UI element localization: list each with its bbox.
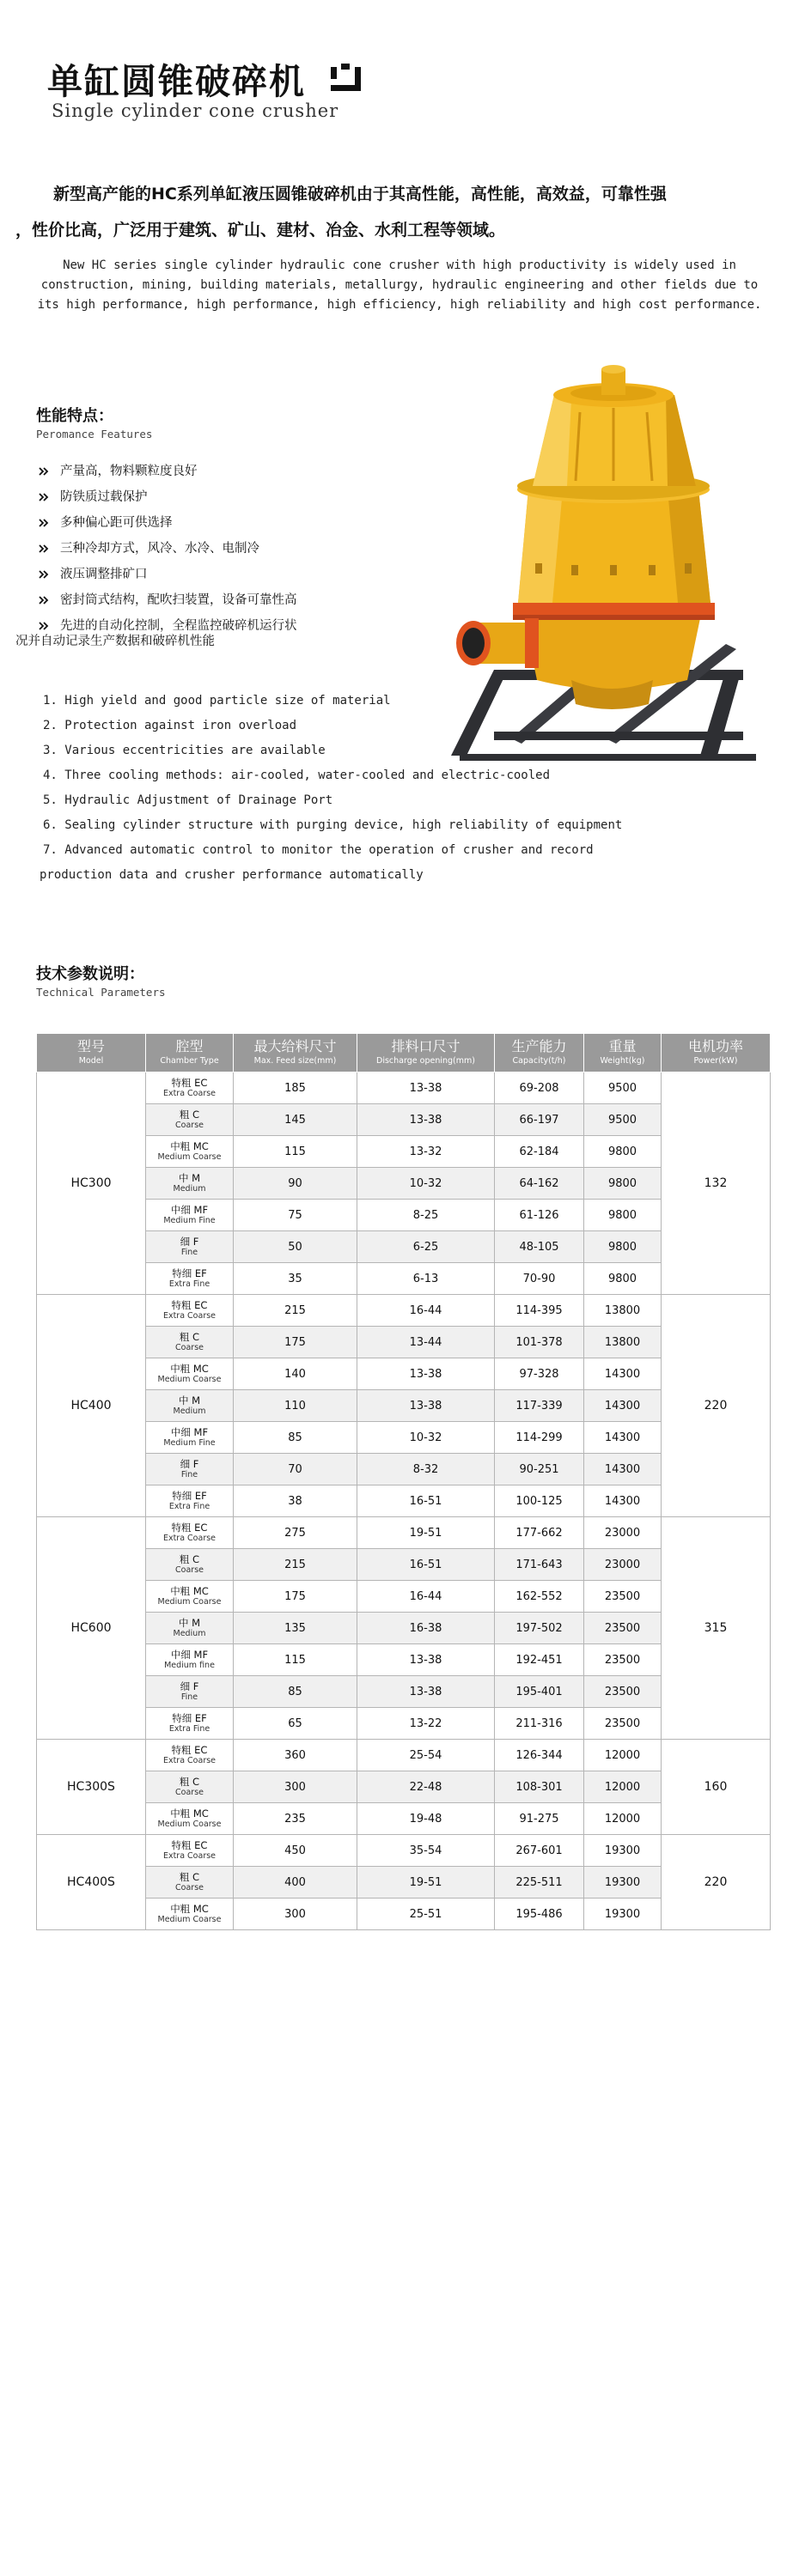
weight-cell: 14300 <box>584 1390 662 1422</box>
chamber-type-cell <box>146 1200 234 1231</box>
double-chevron-right-icon <box>38 465 50 477</box>
feed-size-cell: 85 <box>234 1676 357 1708</box>
chamber-type-cell <box>146 1295 234 1327</box>
weight-cell: 23500 <box>584 1581 662 1613</box>
chamber-type-cn: 中 M <box>178 1617 201 1629</box>
chamber-type-en: Medium <box>173 1184 206 1194</box>
column-header <box>357 1034 495 1072</box>
feed-size-cell: 300 <box>234 1771 357 1803</box>
chamber-type-en: Extra Coarse <box>162 1534 217 1543</box>
table-row <box>37 1200 771 1231</box>
chamber-type-cell <box>146 1136 234 1168</box>
capacity-cell: 91-275 <box>495 1803 584 1835</box>
intro-cn-line: ，性价比高，广泛用于建筑、矿山、建材、冶金、水利工程等领域。 <box>15 221 506 240</box>
feature-item-en: 3. Various eccentricities are available <box>43 744 326 757</box>
weight-cell: 9500 <box>584 1104 662 1136</box>
feature-item-en: 1. High yield and good particle size of material <box>43 694 391 708</box>
discharge-cell: 6-13 <box>357 1263 495 1295</box>
weight-cell: 23500 <box>584 1644 662 1676</box>
capacity-cell: 69-208 <box>495 1072 584 1104</box>
double-chevron-right-icon <box>38 543 50 555</box>
table-row <box>37 1295 771 1327</box>
discharge-cell: 19-48 <box>357 1803 495 1835</box>
chamber-type-cell <box>146 1835 234 1867</box>
table-row <box>37 1136 771 1168</box>
feed-size-cell: 175 <box>234 1581 357 1613</box>
chamber-type-cell <box>146 1899 234 1930</box>
feature-item-cn <box>38 567 416 582</box>
weight-cell: 9800 <box>584 1263 662 1295</box>
discharge-cell: 19-51 <box>357 1517 495 1549</box>
capacity-cell: 114-395 <box>495 1295 584 1327</box>
weight-cell: 12000 <box>584 1771 662 1803</box>
chamber-type-en: Extra Coarse <box>162 1089 217 1098</box>
chamber-type-en: Coarse <box>175 1121 204 1130</box>
chamber-type-cell <box>146 1803 234 1835</box>
feed-size-cell: 135 <box>234 1613 357 1644</box>
chamber-type-cn: 特粗 EC <box>171 1077 208 1089</box>
table-row <box>37 1327 771 1358</box>
chamber-type-en: Extra Coarse <box>162 1311 217 1321</box>
feed-size-cell: 110 <box>234 1390 357 1422</box>
discharge-cell: 16-51 <box>357 1485 495 1517</box>
discharge-cell: 25-51 <box>357 1899 495 1930</box>
discharge-cell: 10-32 <box>357 1168 495 1200</box>
capacity-cell: 48-105 <box>495 1231 584 1263</box>
feed-size-cell: 145 <box>234 1104 357 1136</box>
discharge-cell: 13-38 <box>357 1390 495 1422</box>
column-header <box>234 1034 357 1072</box>
discharge-cell: 13-38 <box>357 1644 495 1676</box>
weight-cell: 13800 <box>584 1295 662 1327</box>
feed-size-cell: 115 <box>234 1136 357 1168</box>
capacity-cell: 97-328 <box>495 1358 584 1390</box>
feature-item-cn <box>38 464 416 479</box>
capacity-cell: 90-251 <box>495 1454 584 1485</box>
power-cell: 160 <box>662 1740 771 1835</box>
column-header-cn: 型号 <box>76 1038 105 1054</box>
chamber-type-cn: 中细 MF <box>170 1204 209 1216</box>
chamber-type-cell <box>146 1358 234 1390</box>
table-row <box>37 1644 771 1676</box>
capacity-cell: 211-316 <box>495 1708 584 1740</box>
table-row <box>37 1072 771 1104</box>
feature-item-cn <box>38 592 416 608</box>
chamber-type-en: Extra Coarse <box>162 1756 217 1765</box>
column-header-en: Chamber Type <box>160 1056 219 1066</box>
chamber-type-cn: 中粗 MC <box>170 1363 209 1375</box>
table-row <box>37 1263 771 1295</box>
discharge-cell: 13-44 <box>357 1327 495 1358</box>
column-header-cn: 排料口尺寸 <box>391 1038 460 1054</box>
chamber-type-cn: 粗 C <box>179 1871 200 1883</box>
capacity-cell: 177-662 <box>495 1517 584 1549</box>
feed-size-cell: 215 <box>234 1549 357 1581</box>
chamber-type-cell <box>146 1485 234 1517</box>
weight-cell: 9800 <box>584 1136 662 1168</box>
chamber-type-cell <box>146 1644 234 1676</box>
feed-size-cell: 400 <box>234 1867 357 1899</box>
weight-cell: 14300 <box>584 1422 662 1454</box>
chamber-type-cn: 细 F <box>180 1236 199 1248</box>
chamber-type-cell <box>146 1771 234 1803</box>
feature-item-en-continuation: production data and crusher performance automatically <box>40 868 424 882</box>
capacity-cell: 192-451 <box>495 1644 584 1676</box>
column-header-cn: 电机功率 <box>687 1038 743 1054</box>
chamber-type-cell <box>146 1581 234 1613</box>
feed-size-cell: 275 <box>234 1517 357 1549</box>
table-row <box>37 1581 771 1613</box>
capacity-cell: 64-162 <box>495 1168 584 1200</box>
chamber-type-cn: 特粗 EC <box>171 1522 208 1534</box>
chamber-type-cn: 特细 EF <box>172 1490 207 1502</box>
table-row <box>37 1358 771 1390</box>
features-subtitle: Peromance Features <box>36 428 153 440</box>
power-cell: 132 <box>662 1072 771 1295</box>
weight-cell: 12000 <box>584 1740 662 1771</box>
double-chevron-right-icon <box>38 491 50 503</box>
table-row <box>37 1231 771 1263</box>
discharge-cell: 16-51 <box>357 1549 495 1581</box>
weight-cell: 14300 <box>584 1485 662 1517</box>
discharge-cell: 10-32 <box>357 1422 495 1454</box>
discharge-cell: 19-51 <box>357 1867 495 1899</box>
feed-size-cell: 360 <box>234 1740 357 1771</box>
weight-cell: 23500 <box>584 1676 662 1708</box>
discharge-cell: 16-44 <box>357 1581 495 1613</box>
chamber-type-cell <box>146 1104 234 1136</box>
feed-size-cell: 90 <box>234 1168 357 1200</box>
weight-cell: 9800 <box>584 1168 662 1200</box>
feed-size-cell: 85 <box>234 1422 357 1454</box>
chamber-type-cn: 粗 C <box>179 1553 200 1565</box>
page-subtitle: Single cylinder cone crusher <box>52 100 339 121</box>
cone-crusher-image <box>442 361 773 764</box>
weight-cell: 23500 <box>584 1708 662 1740</box>
column-header-cn: 重量 <box>608 1038 637 1054</box>
chamber-type-cn: 粗 C <box>179 1776 200 1788</box>
feed-size-cell: 50 <box>234 1231 357 1263</box>
table-header-row <box>37 1034 771 1072</box>
discharge-cell: 13-38 <box>357 1104 495 1136</box>
capacity-cell: 117-339 <box>495 1390 584 1422</box>
chamber-type-cell <box>146 1708 234 1740</box>
double-chevron-right-icon <box>38 620 50 632</box>
feed-size-cell: 65 <box>234 1708 357 1740</box>
chamber-type-cn: 中粗 MC <box>170 1585 209 1597</box>
feature-item-cn-continuation <box>15 634 416 649</box>
chamber-type-cn: 中 M <box>178 1394 201 1406</box>
feature-item-cn <box>38 541 416 556</box>
feature-text: 防铁质过载保护 <box>60 490 148 504</box>
chamber-type-en: Medium <box>173 1406 206 1416</box>
chamber-type-en: Coarse <box>175 1343 204 1352</box>
double-chevron-right-icon <box>38 517 50 529</box>
chamber-type-cn: 细 F <box>180 1458 199 1470</box>
chamber-type-cell <box>146 1867 234 1899</box>
chamber-type-en: Extra Fine <box>168 1502 210 1511</box>
feature-text: 多种偏心距可供选择 <box>60 516 173 530</box>
chamber-type-cell <box>146 1231 234 1263</box>
discharge-cell: 6-25 <box>357 1231 495 1263</box>
feature-item-en: 6. Sealing cylinder structure with purging device, high reliability of equipment <box>43 818 623 832</box>
capacity-cell: 70-90 <box>495 1263 584 1295</box>
chamber-type-en: Fine <box>180 1692 198 1702</box>
parameters-table <box>36 1033 771 1930</box>
tech-title: 技术参数说明： <box>36 965 144 983</box>
discharge-cell: 16-38 <box>357 1613 495 1644</box>
model-cell: HC400 <box>37 1295 146 1517</box>
chamber-type-cn: 细 F <box>180 1680 199 1692</box>
feature-text: 况并自动记录生产数据和破碎机性能 <box>15 635 215 648</box>
column-header <box>146 1034 234 1072</box>
table-row <box>37 1422 771 1454</box>
feature-text: 密封筒式结构，配吹扫装置，设备可靠性高 <box>60 593 297 607</box>
chamber-type-en: Medium Coarse <box>157 1820 222 1829</box>
column-header-en: Max. Feed size(mm) <box>253 1056 337 1066</box>
column-header <box>495 1034 584 1072</box>
table-row <box>37 1613 771 1644</box>
feature-item-cn <box>38 618 416 634</box>
weight-cell: 9500 <box>584 1072 662 1104</box>
weight-cell: 12000 <box>584 1803 662 1835</box>
chamber-type-en: Medium Coarse <box>157 1375 222 1384</box>
feature-item-en: 5. Hydraulic Adjustment of Drainage Port <box>43 793 333 807</box>
capacity-cell: 197-502 <box>495 1613 584 1644</box>
chamber-type-cn: 特粗 EC <box>171 1744 208 1756</box>
chamber-type-cn: 中粗 MC <box>170 1807 209 1820</box>
column-header <box>37 1034 146 1072</box>
intro-english <box>17 256 782 315</box>
intro-en-line: its high performance, high performance, high efficiency, high reliability and high cost performance. <box>37 298 762 312</box>
discharge-cell: 13-22 <box>357 1708 495 1740</box>
feature-text: 产量高，物料颗粒度良好 <box>60 465 198 478</box>
column-header-en: Model <box>78 1056 104 1066</box>
chamber-type-en: Fine <box>180 1248 198 1257</box>
table-row <box>37 1899 771 1930</box>
notch-bracket-icon <box>329 62 363 96</box>
chamber-type-en: Extra Coarse <box>162 1851 217 1861</box>
column-header <box>662 1034 771 1072</box>
model-cell: HC400S <box>37 1835 146 1930</box>
table-row <box>37 1835 771 1867</box>
feed-size-cell: 300 <box>234 1899 357 1930</box>
chamber-type-en: Medium Coarse <box>157 1597 222 1607</box>
chamber-type-en: Medium fine <box>164 1661 215 1670</box>
weight-cell: 19300 <box>584 1835 662 1867</box>
weight-cell: 14300 <box>584 1358 662 1390</box>
column-header-cn: 生产能力 <box>511 1038 567 1054</box>
chamber-type-en: Coarse <box>175 1565 204 1575</box>
discharge-cell: 35-54 <box>357 1835 495 1867</box>
feature-item-en: 4. Three cooling methods: air-cooled, water-cooled and electric-cooled <box>43 769 551 782</box>
feature-item-cn <box>38 515 416 531</box>
capacity-cell: 171-643 <box>495 1549 584 1581</box>
capacity-cell: 62-184 <box>495 1136 584 1168</box>
feature-item-en: 2. Protection against iron overload <box>43 719 297 732</box>
capacity-cell: 66-197 <box>495 1104 584 1136</box>
weight-cell: 19300 <box>584 1899 662 1930</box>
chamber-type-cn: 粗 C <box>179 1109 200 1121</box>
intro-en-line: New HC series single cylinder hydraulic cone crusher with high productivity is widely used in <box>63 258 736 272</box>
power-cell: 220 <box>662 1835 771 1930</box>
column-header-en: Weight(kg) <box>600 1056 645 1066</box>
discharge-cell: 25-54 <box>357 1740 495 1771</box>
discharge-cell: 16-44 <box>357 1295 495 1327</box>
table-row <box>37 1485 771 1517</box>
chamber-type-cn: 中粗 MC <box>170 1903 209 1915</box>
discharge-cell: 13-38 <box>357 1358 495 1390</box>
chamber-type-cell <box>146 1072 234 1104</box>
chamber-type-en: Coarse <box>175 1788 204 1797</box>
feed-size-cell: 75 <box>234 1200 357 1231</box>
power-cell: 220 <box>662 1295 771 1517</box>
feed-size-cell: 185 <box>234 1072 357 1104</box>
chamber-type-cn: 特细 EF <box>172 1712 207 1724</box>
tech-subtitle: Technical Parameters <box>36 986 166 999</box>
capacity-cell: 108-301 <box>495 1771 584 1803</box>
chamber-type-en: Extra Fine <box>168 1279 210 1289</box>
capacity-cell: 195-486 <box>495 1899 584 1930</box>
feed-size-cell: 175 <box>234 1327 357 1358</box>
chamber-type-en: Coarse <box>175 1883 204 1893</box>
features-title: 性能特点： <box>36 407 113 425</box>
model-cell: HC300S <box>37 1740 146 1835</box>
table-row <box>37 1771 771 1803</box>
features-list-cn <box>15 464 416 659</box>
chamber-type-cell <box>146 1613 234 1644</box>
column-header-en: Power(kW) <box>693 1056 738 1066</box>
table-row <box>37 1549 771 1581</box>
weight-cell: 19300 <box>584 1867 662 1899</box>
column-header-cn: 最大给料尺寸 <box>253 1038 337 1054</box>
column-header-en: Discharge opening(mm) <box>376 1056 475 1066</box>
intro-en-line: construction, mining, building materials, metallurgy, hydraulic engineering and other fields due to <box>40 278 759 292</box>
column-header-cn: 腔型 <box>175 1038 204 1054</box>
feed-size-cell: 115 <box>234 1644 357 1676</box>
capacity-cell: 162-552 <box>495 1581 584 1613</box>
table-row <box>37 1676 771 1708</box>
chamber-type-en: Medium Coarse <box>157 1915 222 1924</box>
intro-chinese <box>15 176 772 248</box>
discharge-cell: 13-32 <box>357 1136 495 1168</box>
feature-text: 液压调整排矿口 <box>60 568 148 581</box>
chamber-type-cell <box>146 1168 234 1200</box>
discharge-cell: 13-38 <box>357 1676 495 1708</box>
capacity-cell: 267-601 <box>495 1835 584 1867</box>
weight-cell: 9800 <box>584 1231 662 1263</box>
double-chevron-right-icon <box>38 594 50 606</box>
chamber-type-en: Medium <box>173 1629 206 1638</box>
chamber-type-cell <box>146 1676 234 1708</box>
chamber-type-en: Medium Coarse <box>157 1152 222 1162</box>
table-row <box>37 1390 771 1422</box>
chamber-type-cn: 中粗 MC <box>170 1140 209 1152</box>
chamber-type-cell <box>146 1740 234 1771</box>
table-row <box>37 1867 771 1899</box>
feed-size-cell: 140 <box>234 1358 357 1390</box>
table-row <box>37 1454 771 1485</box>
discharge-cell: 13-38 <box>357 1072 495 1104</box>
chamber-type-cell <box>146 1454 234 1485</box>
table-row <box>37 1803 771 1835</box>
chamber-type-cell <box>146 1327 234 1358</box>
chamber-type-en: Medium Fine <box>163 1216 216 1225</box>
capacity-cell: 101-378 <box>495 1327 584 1358</box>
weight-cell: 9800 <box>584 1200 662 1231</box>
capacity-cell: 61-126 <box>495 1200 584 1231</box>
table-row <box>37 1168 771 1200</box>
discharge-cell: 22-48 <box>357 1771 495 1803</box>
discharge-cell: 8-25 <box>357 1200 495 1231</box>
weight-cell: 23000 <box>584 1517 662 1549</box>
table-row <box>37 1708 771 1740</box>
feed-size-cell: 35 <box>234 1263 357 1295</box>
page-title: 单缸圆锥破碎机 <box>47 61 306 102</box>
capacity-cell: 195-401 <box>495 1676 584 1708</box>
feed-size-cell: 215 <box>234 1295 357 1327</box>
weight-cell: 14300 <box>584 1454 662 1485</box>
weight-cell: 23000 <box>584 1549 662 1581</box>
capacity-cell: 100-125 <box>495 1485 584 1517</box>
capacity-cell: 126-344 <box>495 1740 584 1771</box>
table-row <box>37 1740 771 1771</box>
chamber-type-cell <box>146 1263 234 1295</box>
capacity-cell: 114-299 <box>495 1422 584 1454</box>
chamber-type-cell <box>146 1517 234 1549</box>
feature-text: 三种冷却方式，风冷、水冷、电制冷 <box>60 542 259 556</box>
discharge-cell: 8-32 <box>357 1454 495 1485</box>
model-cell: HC600 <box>37 1517 146 1740</box>
column-header <box>584 1034 662 1072</box>
column-header-en: Capacity(t/h) <box>512 1056 566 1066</box>
feed-size-cell: 38 <box>234 1485 357 1517</box>
feature-item-cn <box>38 489 416 505</box>
chamber-type-cn: 粗 C <box>179 1331 200 1343</box>
chamber-type-cn: 特粗 EC <box>171 1299 208 1311</box>
chamber-type-en: Fine <box>180 1470 198 1479</box>
chamber-type-cn: 中 M <box>178 1172 201 1184</box>
table-row <box>37 1517 771 1549</box>
power-cell: 315 <box>662 1517 771 1740</box>
intro-cn-line: 新型高产能的HC系列单缸液压圆锥破碎机由于其高性能，高性能，高效益，可靠性强 <box>53 185 667 204</box>
chamber-type-cell <box>146 1422 234 1454</box>
chamber-type-cn: 特粗 EC <box>171 1839 208 1851</box>
chamber-type-cell <box>146 1390 234 1422</box>
feed-size-cell: 70 <box>234 1454 357 1485</box>
model-cell: HC300 <box>37 1072 146 1295</box>
chamber-type-en: Medium Fine <box>163 1438 216 1448</box>
chamber-type-en: Extra Fine <box>168 1724 210 1734</box>
chamber-type-cell <box>146 1549 234 1581</box>
feature-item-en: 7. Advanced automatic control to monitor the operation of crusher and record <box>43 843 594 857</box>
weight-cell: 13800 <box>584 1327 662 1358</box>
chamber-type-cn: 特细 EF <box>172 1267 207 1279</box>
double-chevron-right-icon <box>38 568 50 580</box>
feed-size-cell: 450 <box>234 1835 357 1867</box>
capacity-cell: 225-511 <box>495 1867 584 1899</box>
chamber-type-cn: 中细 MF <box>170 1649 209 1661</box>
chamber-type-cn: 中细 MF <box>170 1426 209 1438</box>
weight-cell: 23500 <box>584 1613 662 1644</box>
table-row <box>37 1104 771 1136</box>
feed-size-cell: 235 <box>234 1803 357 1835</box>
feature-text: 先进的自动化控制，全程监控破碎机运行状 <box>60 619 297 633</box>
